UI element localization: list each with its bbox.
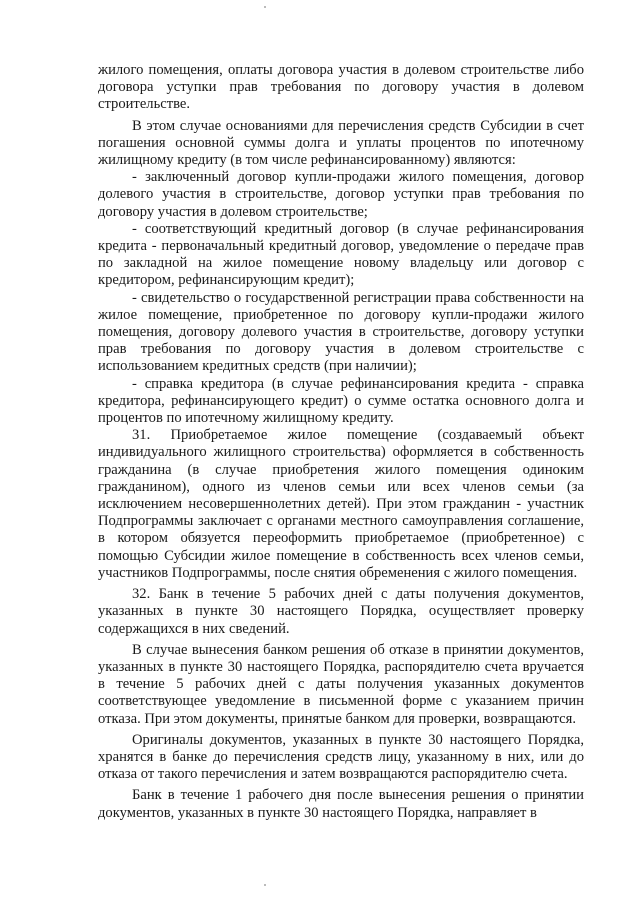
document-body xyxy=(98,62,584,822)
paragraph-clause-31: 31. Приобретаемое жилое помещение (создаваемый объект индивидуального жилищного строительства) оформляется в собственность гражданина (в случае приобретения жилого помещения одиноким гражданином), одного из членов семьи или всех членов семьи (за исключением несовершеннолетних детей). При этом гражданин - участник Подпрограммы заключает с органами местного самоуправления соглашение, в котором обязуется переоформить приобретаемое (приобретенное) с помощью Субсидии жилое помещение в собственность всех членов семьи, участников Подпрограммы, после снятия обременения с жилого помещения. xyxy=(98,427,584,581)
paragraph-clause-32: 32. Банк в течение 5 рабочих дней с даты получения документов, указанных в пункте 30 настоящего Порядка, осуществляет проверку содержащихся в них сведений. xyxy=(98,586,584,637)
paragraph-originals: Оригиналы документов, указанных в пункте 30 настоящего Порядка, хранятся в банке до перечисления средств лицу, указанному в них, или до отказа от такого перечисления и затем возвращаются распорядителю счета. xyxy=(98,731,584,783)
list-item-credit-contract: - соответствующий кредитный договор (в случае рефинансирования кредита - первоначальный кредитный договор, уведомление о передаче прав по закладной на жилое помещение новому владельцу или договор с кредитором, рефинансирующим кредит); xyxy=(98,220,584,289)
scan-speck-bottom xyxy=(264,884,266,886)
list-item-purchase-contract: - заключенный договор купли-продажи жилого помещения, договор долевого участия в строительстве, договор уступки прав требования по договору участия в долевом строительстве; xyxy=(98,169,584,220)
list-item-creditor-reference: - справка кредитора (в случае рефинансирования кредита - справка кредитора, рефинансирующего кредит) о сумме остатка основного долга и процентов по ипотечному жилищному кредиту. xyxy=(98,375,584,427)
paragraph-bank-decision: Банк в течение 1 рабочего дня после вынесения решения о принятии документов, указанных в пункте 30 настоящего Порядка, направляет в xyxy=(98,787,584,821)
paragraph-refusal: В случае вынесения банком решения об отказе в принятии документов, указанных в пункте 30 настоящего Порядка, распорядителю счета вручается в течение 5 рабочих дней с даты получения указанных документов соответствующее уведомление в письменной форме с указанием причин отказа. При этом документы, принятые банком для проверки, возвращаются. xyxy=(98,641,584,727)
list-item-ownership-certificate: - свидетельство о государственной регистрации права собственности на жилое помещение, приобретенное по договору купли-продажи жилого помещения, договору долевого участия в строительстве, договору уступки прав требования по договору участия в долевом строительстве с использованием кредитных средств (при наличии); xyxy=(98,289,584,375)
paragraph-continuation: жилого помещения, оплаты договора участия в долевом строительстве либо договора уступки прав требования по договору участия в долевом строительстве. xyxy=(98,62,584,113)
scan-speck-top xyxy=(264,6,266,8)
paragraph-basis-intro: В этом случае основаниями для перечисления средств Субсидии в счет погашения основной суммы долга и уплаты процентов по ипотечному жилищному кредиту (в том числе рефинансированному) являются: xyxy=(98,117,584,169)
